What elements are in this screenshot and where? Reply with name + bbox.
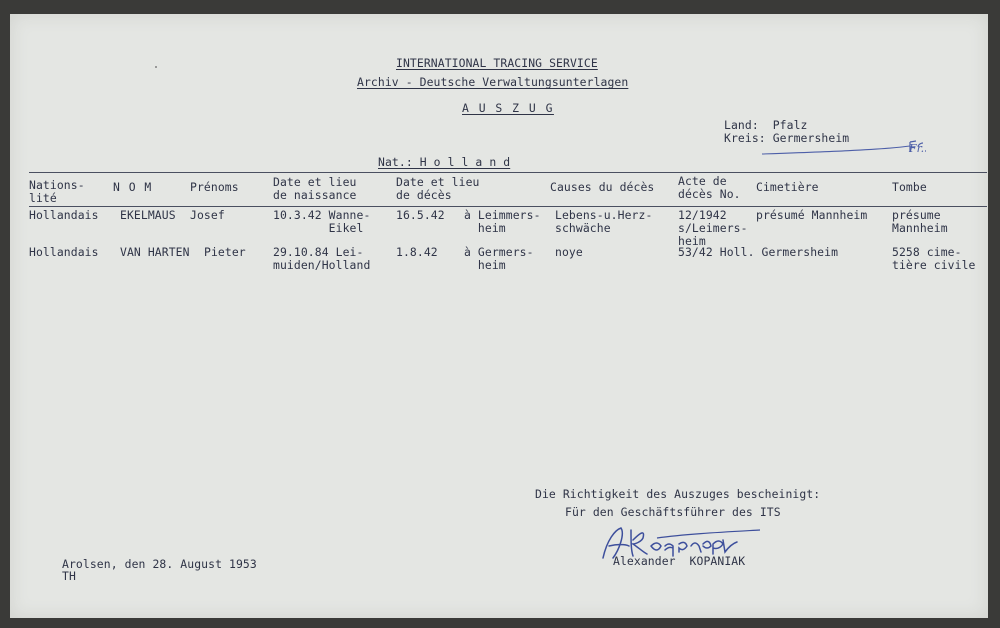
handwritten-mark: Fr. [909, 142, 925, 155]
certification-for: Für den Geschäftsführer des ITS [565, 505, 781, 519]
kreis-line: Kreis: Germersheim [724, 131, 850, 145]
header-archive: Archiv - Deutsche Verwaltungsunterlagen [357, 75, 629, 89]
table-row-2-nom: VAN HARTEN [120, 245, 190, 259]
table-top-rule [29, 172, 987, 173]
col-header-nationalite: Nations- lité [29, 178, 85, 205]
certification-line: Die Richtigkeit des Auszuges bescheinigt: [535, 487, 821, 501]
table-row-1-nationalite: Hollandais [29, 208, 99, 222]
paper-speck [155, 66, 157, 68]
table-row-2-prenoms: Pieter [204, 245, 246, 259]
table-row-1-causes: Lebens-u.Herz- schwäche [555, 208, 653, 235]
table-row-1-tombe: présume Mannheim [892, 208, 948, 235]
col-header-cimetiere: Cimetière [756, 180, 819, 194]
table-row-2-deces-lieu: à Germers- heim [464, 245, 534, 272]
table-row-1-nom: EKELMAUS [120, 208, 176, 222]
document-page [10, 14, 988, 618]
table-row-2-acte: 53/42 Holl. Germersheim [678, 245, 839, 259]
signer-name: Alexander KOPANIAK [613, 554, 746, 568]
col-header-prenoms: Prénoms [190, 180, 239, 194]
col-header-acte: Acte de décès No. [678, 174, 741, 201]
table-row-2-tombe: 5258 cime- tière civile [892, 245, 976, 272]
typist-initials: TH [62, 569, 76, 583]
table-row-2-naissance: 29.10.84 Lei- muiden/Holland [273, 245, 371, 272]
table-row-2-nationalite: Hollandais [29, 245, 99, 259]
header-title: A U S Z U G [462, 101, 554, 115]
col-header-naissance: Date et lieu de naissance [273, 175, 357, 202]
table-row-1-deces-lieu: à Leimmers- heim [464, 208, 541, 235]
table-row-2-causes: noye [555, 245, 583, 259]
pencil-underline-mark [760, 130, 960, 160]
table-row-1-naissance: 10.3.42 Wanne- Eikel [273, 208, 371, 235]
table-row-1-prenoms: Josef [190, 208, 225, 222]
col-header-nom: N O M [113, 180, 153, 194]
table-row-2-deces-date: 1.8.42 [396, 245, 438, 259]
place-date: Arolsen, den 28. August 1953 [62, 557, 257, 571]
table-row-1-deces-date: 16.5.42 [396, 208, 445, 222]
header-organization: INTERNATIONAL TRACING SERVICE [396, 56, 598, 70]
col-header-causes: Causes du décès [550, 180, 655, 194]
nationality-line: Nat.: H o l l a n d [378, 155, 511, 169]
table-header-rule [29, 206, 987, 207]
land-line: Land: Pfalz [724, 118, 808, 132]
col-header-deces: Date et lieu de décès [396, 175, 480, 202]
table-row-1-acte: 12/1942 s/Leimers- heim [678, 208, 748, 248]
table-row-1-cimetiere: présumé Mannheim [756, 208, 868, 222]
col-header-tombe: Tombe [892, 180, 927, 194]
